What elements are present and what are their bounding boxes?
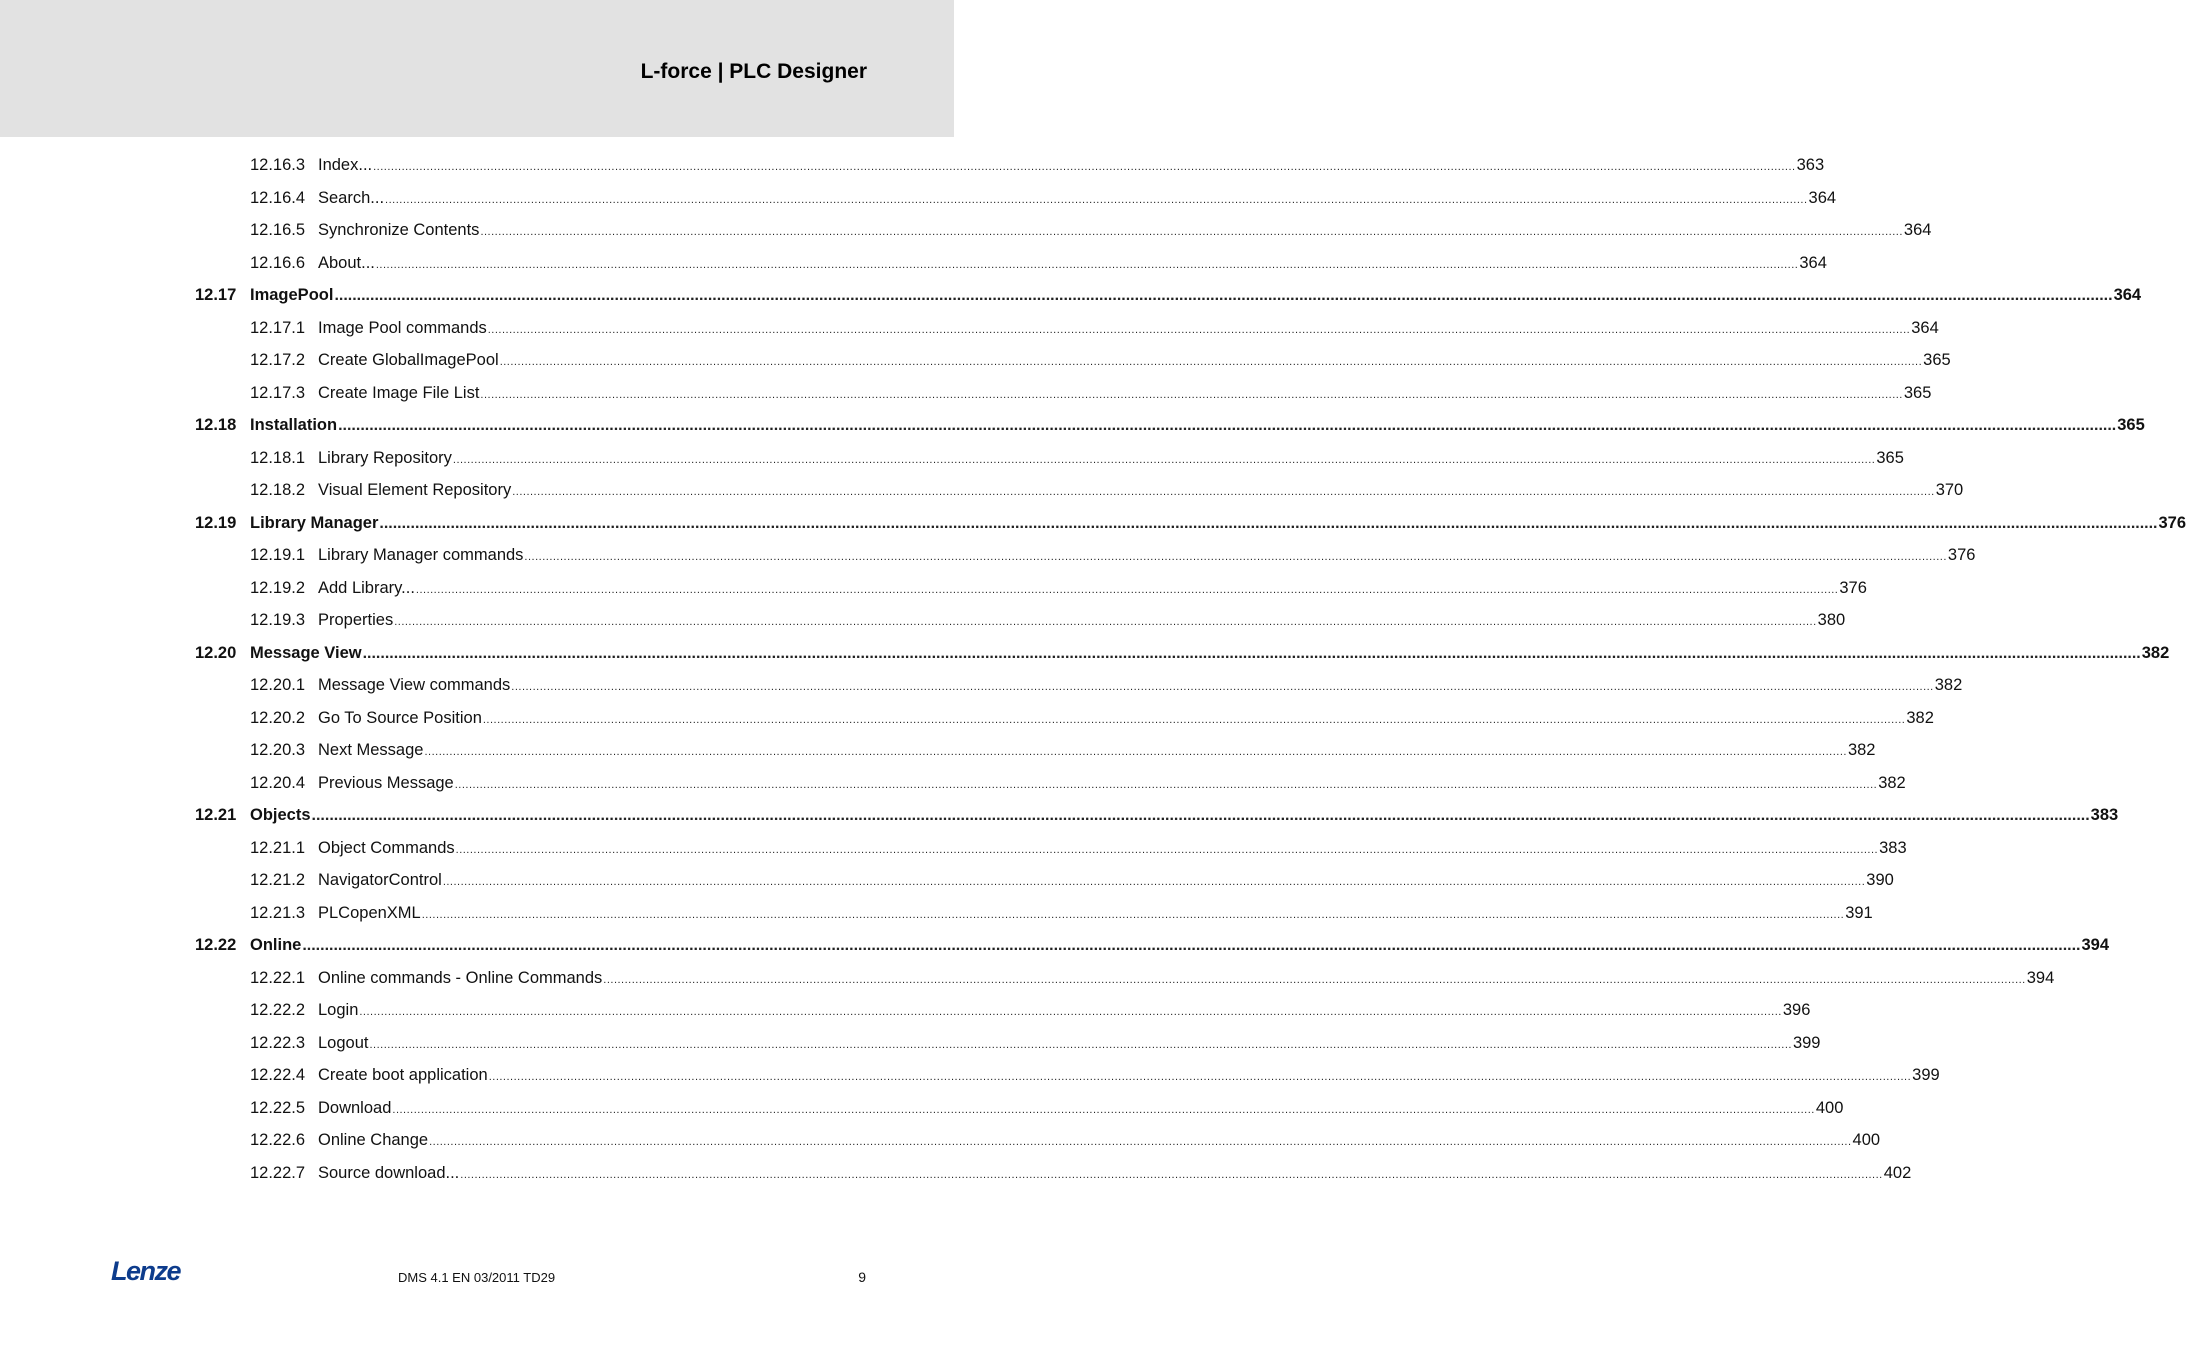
- toc-entry-title: ImagePool: [250, 286, 334, 304]
- toc-entry-title: Login: [318, 1001, 359, 1019]
- toc-entry-title: Online commands - Online Commands: [318, 968, 603, 987]
- toc-dot-leader: ................................................................................................................................................................................................................................................................................................................................................................................................................: [394, 616, 1817, 628]
- toc-entry-title: About...: [318, 253, 375, 272]
- toc-entry-line: [318, 1028, 1821, 1060]
- toc-section-entry[interactable]: [0, 508, 2186, 538]
- toc-subsection-entry[interactable]: [0, 963, 2055, 993]
- toc-entry-title: Create boot application: [318, 1066, 488, 1084]
- toc-entry-title: PLCopenXML: [318, 903, 421, 922]
- page-number: 9: [858, 1269, 866, 1285]
- toc-subsection-entry[interactable]: [0, 735, 1876, 765]
- toc-entry-number: 12.20.2: [250, 708, 306, 727]
- toc-entry-line: [318, 540, 1976, 572]
- toc-section-entry[interactable]: [0, 280, 2142, 310]
- lenze-logo: [111, 1258, 191, 1289]
- toc-entry-number: 12.17.2: [250, 351, 306, 369]
- toc-entry-title: Message View: [250, 643, 362, 662]
- toc-dot-leader: ................................................................................................................................................................................................................................................................................................................................................................................................................: [311, 807, 2090, 824]
- toc-section-entry[interactable]: [0, 638, 2170, 668]
- toc-entry-page: 370: [1935, 481, 1964, 499]
- toc-subsection-entry[interactable]: [0, 898, 1873, 928]
- toc-entry-line: [318, 1093, 1844, 1125]
- toc-entry-line: [250, 930, 2109, 961]
- toc-entry-line: [318, 248, 1827, 280]
- toc-dot-leader: ................................................................................................................................................................................................................................................................................................................................................................................................................: [302, 937, 2081, 954]
- toc-subsection-entry[interactable]: [0, 1028, 1821, 1058]
- toc-entry-number: 12.20.3: [250, 741, 306, 759]
- toc-entry-number: 12.17: [195, 286, 237, 304]
- toc-dot-leader: ................................................................................................................................................................................................................................................................................................................................................................................................................: [362, 644, 2141, 662]
- toc-entry-page: 400: [1815, 1098, 1844, 1117]
- toc-dot-leader: ................................................................................................................................................................................................................................................................................................................................................................................................................: [375, 258, 1799, 271]
- toc-entry-title: Previous Message: [318, 773, 454, 792]
- toc-entry-page: 383: [1879, 838, 1907, 857]
- toc-entry-page: 363: [1796, 156, 1825, 174]
- toc-entry-line: [318, 963, 2055, 995]
- toc-entry-number: 12.22: [195, 936, 237, 954]
- toc-dot-leader: ................................................................................................................................................................................................................................................................................................................................................................................................................: [512, 486, 1935, 498]
- toc-entry-number: 12.19.1: [250, 546, 306, 564]
- toc-entry-title: Online Change: [318, 1131, 429, 1149]
- toc-dot-leader: ................................................................................................................................................................................................................................................................................................................................................................................................................: [452, 453, 1876, 466]
- toc-entry-title: Image Pool commands: [318, 318, 487, 337]
- toc-entry-line: [318, 1125, 1881, 1157]
- toc-entry-number: 12.19: [195, 513, 237, 532]
- toc-entry-number: 12.19.3: [250, 611, 306, 629]
- toc-entry-title: NavigatorControl: [318, 871, 442, 889]
- toc-subsection-entry[interactable]: [0, 865, 1894, 895]
- toc-entry-line: [318, 670, 1963, 702]
- toc-entry-page: 365: [2117, 416, 2145, 434]
- toc-entry-line: [318, 735, 1876, 767]
- toc-subsection-entry[interactable]: [0, 1093, 1844, 1123]
- toc-subsection-entry[interactable]: [0, 248, 1827, 278]
- toc-dot-leader: ................................................................................................................................................................................................................................................................................................................................................................................................................: [379, 514, 2158, 532]
- toc-entry-number: 12.18: [195, 416, 237, 434]
- toc-dot-leader: ................................................................................................................................................................................................................................................................................................................................................................................................................: [421, 908, 1845, 921]
- toc-dot-leader: ................................................................................................................................................................................................................................................................................................................................................................................................................: [424, 746, 1847, 758]
- toc-entry-title: Index...: [318, 156, 373, 174]
- toc-entry-title: Objects: [250, 806, 311, 824]
- toc-entry-title: Library Manager: [250, 513, 379, 532]
- lenze-logo-mark: [111, 1258, 191, 1284]
- toc-entry-line: [318, 605, 1846, 637]
- toc-dot-leader: ................................................................................................................................................................................................................................................................................................................................................................................................................: [429, 1136, 1852, 1148]
- toc-entry-page: 382: [1878, 773, 1906, 792]
- toc-entry-page: 382: [1934, 676, 1963, 694]
- toc-dot-leader: ................................................................................................................................................................................................................................................................................................................................................................................................................: [373, 161, 1796, 173]
- toc-entry-number: 12.17.1: [250, 318, 306, 337]
- toc-entry-title: Logout: [318, 1033, 369, 1052]
- toc-entry-title: Properties: [318, 611, 394, 629]
- toc-section-entry[interactable]: [0, 410, 2145, 440]
- toc-entry-line: [318, 898, 1873, 930]
- toc-entry-page: 383: [2090, 806, 2119, 824]
- toc-subsection-entry[interactable]: [0, 605, 1846, 635]
- toc-entry-number: 12.18.1: [250, 448, 306, 467]
- toc-dot-leader: ................................................................................................................................................................................................................................................................................................................................................................................................................: [359, 1006, 1782, 1018]
- toc-entry-page: 399: [1912, 1066, 1940, 1084]
- toc-subsection-entry[interactable]: [0, 703, 1934, 733]
- toc-subsection-entry[interactable]: [0, 833, 1907, 863]
- toc-entry-page: 382: [1847, 741, 1876, 759]
- toc-entry-number: 12.20.4: [250, 773, 306, 792]
- toc-entry-line: [318, 995, 1811, 1027]
- toc-subsection-entry[interactable]: [0, 670, 1963, 700]
- toc-entry-page: 391: [1845, 903, 1873, 922]
- toc-entry-number: 12.21.1: [250, 838, 306, 857]
- toc-section-entry[interactable]: [0, 800, 2119, 830]
- toc-dot-leader: ................................................................................................................................................................................................................................................................................................................................................................................................................: [454, 778, 1878, 791]
- toc-entry-number: 12.16.6: [250, 253, 306, 272]
- toc-dot-leader: ................................................................................................................................................................................................................................................................................................................................................................................................................: [369, 1038, 1792, 1051]
- toc-entry-line: [318, 150, 1825, 182]
- toc-entry-page: 364: [1799, 253, 1827, 272]
- toc-entry-number: 12.22.2: [250, 1001, 306, 1019]
- toc-entry-line: [318, 345, 1951, 377]
- toc-entry-title: Synchronize Contents: [318, 221, 480, 239]
- toc-subsection-entry[interactable]: [0, 1060, 1940, 1090]
- toc-entry-page: 364: [1808, 188, 1837, 207]
- document-id: DMS 4.1 EN 03/2011 TD29: [398, 1270, 556, 1285]
- toc-entry-title: Create Image File List: [318, 383, 480, 402]
- toc-entry-title: Go To Source Position: [318, 708, 482, 727]
- toc-entry-number: 12.22.1: [250, 968, 306, 987]
- toc-entry-title: Source download...: [318, 1163, 460, 1182]
- toc-entry-title: Online: [250, 936, 302, 954]
- toc-entry-line: [318, 1158, 1912, 1190]
- toc-dot-leader: ................................................................................................................................................................................................................................................................................................................................................................................................................: [511, 681, 1934, 693]
- toc-entry-page: 399: [1792, 1033, 1821, 1052]
- toc-entry-number: 12.21.3: [250, 903, 306, 922]
- toc-dot-leader: ................................................................................................................................................................................................................................................................................................................................................................................................................: [455, 843, 1879, 856]
- toc-dot-leader: ................................................................................................................................................................................................................................................................................................................................................................................................................: [480, 226, 1903, 238]
- toc-entry-line: [318, 183, 1837, 215]
- toc-dot-leader: ................................................................................................................................................................................................................................................................................................................................................................................................................: [442, 876, 1866, 888]
- toc-entry-line: [318, 443, 1904, 475]
- toc-dot-leader: ................................................................................................................................................................................................................................................................................................................................................................................................................: [460, 1168, 1883, 1181]
- toc-entry-title: Object Commands: [318, 838, 455, 857]
- toc-entry-line: [250, 280, 2142, 311]
- toc-entry-line: [318, 833, 1907, 865]
- toc-entry-line: [318, 475, 1964, 507]
- toc-entry-page: 382: [2141, 643, 2170, 662]
- toc-section-entry[interactable]: [0, 930, 2109, 960]
- toc-subsection-entry[interactable]: [0, 1158, 1912, 1188]
- toc-entry-page: 365: [1923, 351, 1951, 369]
- toc-entry-number: 12.20: [195, 643, 237, 662]
- toc-entry-line: [318, 1060, 1940, 1092]
- toc-entry-line: [250, 638, 2170, 669]
- toc-entry-line: [250, 800, 2119, 831]
- toc-entry-page: 400: [1852, 1131, 1881, 1149]
- toc-entry-line: [318, 215, 1932, 247]
- toc-entry-line: [318, 768, 1906, 800]
- toc-entry-title: Library Manager commands: [318, 546, 524, 564]
- toc-entry-title: Message View commands: [318, 676, 511, 694]
- toc-entry-line: [318, 865, 1894, 897]
- toc-entry-page: 364: [1911, 318, 1939, 337]
- toc-entry-title: Library Repository: [318, 448, 452, 467]
- toc-entry-number: 12.16.4: [250, 188, 306, 207]
- toc-entry-number: 12.16.3: [250, 156, 306, 174]
- toc-entry-number: 12.22.6: [250, 1131, 306, 1149]
- toc-entry-title: Search...: [318, 188, 385, 207]
- toc-entry-title: Visual Element Repository: [318, 481, 512, 499]
- toc-entry-page: 394: [2081, 936, 2109, 954]
- toc-subsection-entry[interactable]: [0, 475, 1964, 505]
- toc-dot-leader: ................................................................................................................................................................................................................................................................................................................................................................................................................: [482, 713, 1906, 726]
- toc-entry-page: 376: [1947, 546, 1976, 564]
- toc-entry-number: 12.21: [195, 806, 237, 824]
- toc-entry-page: 376: [1839, 578, 1867, 597]
- toc-entry-number: 12.22.4: [250, 1066, 306, 1084]
- toc-entry-number: 12.19.2: [250, 578, 306, 597]
- toc-subsection-entry[interactable]: [0, 183, 1837, 213]
- toc-entry-page: 364: [2113, 286, 2142, 304]
- toc-entry-number: 12.22.7: [250, 1163, 306, 1182]
- toc-entry-page: 365: [1876, 448, 1904, 467]
- toc-subsection-entry[interactable]: [0, 768, 1906, 798]
- header-title: L-force | PLC Designer: [640, 60, 867, 83]
- toc-entry-number: 12.22.3: [250, 1033, 306, 1052]
- toc-dot-leader: ................................................................................................................................................................................................................................................................................................................................................................................................................: [603, 973, 2026, 986]
- toc-entry-line: [318, 703, 1934, 735]
- toc-entry-number: 12.20.1: [250, 676, 306, 694]
- toc-dot-leader: ................................................................................................................................................................................................................................................................................................................................................................................................................: [488, 1071, 1912, 1083]
- toc-entry-line: [250, 508, 2186, 539]
- toc-dot-leader: ................................................................................................................................................................................................................................................................................................................................................................................................................: [487, 323, 1911, 336]
- toc-entry-page: 382: [1906, 708, 1934, 727]
- toc-entry-page: 364: [1903, 221, 1932, 239]
- toc-dot-leader: ................................................................................................................................................................................................................................................................................................................................................................................................................: [499, 356, 1923, 368]
- toc-entry-line: [250, 410, 2145, 441]
- toc-subsection-entry[interactable]: [0, 1125, 1881, 1155]
- toc-subsection-entry[interactable]: [0, 215, 1932, 245]
- toc-entry-page: 380: [1817, 611, 1846, 629]
- svg-text:Lenze: Lenze: [111, 1256, 181, 1286]
- toc-entry-number: 12.17.3: [250, 383, 306, 402]
- toc-entry-page: 402: [1883, 1163, 1912, 1182]
- toc-subsection-entry[interactable]: [0, 540, 1976, 570]
- toc-entry-page: 396: [1782, 1001, 1811, 1019]
- toc-entry-number: 12.21.2: [250, 871, 306, 889]
- toc-entry-line: [318, 573, 1867, 605]
- toc-entry-line: [318, 378, 1932, 410]
- toc-entry-number: 12.22.5: [250, 1098, 306, 1117]
- toc-entry-title: Download: [318, 1098, 392, 1117]
- toc-dot-leader: ................................................................................................................................................................................................................................................................................................................................................................................................................: [385, 193, 1808, 206]
- toc-entry-title: Installation: [250, 416, 338, 434]
- page-header: [0, 0, 954, 137]
- toc-dot-leader: ................................................................................................................................................................................................................................................................................................................................................................................................................: [415, 583, 1839, 596]
- toc-dot-leader: ................................................................................................................................................................................................................................................................................................................................................................................................................: [334, 287, 2113, 304]
- toc-entry-title: Add Library...: [318, 578, 415, 597]
- toc-subsection-entry[interactable]: [0, 378, 1932, 408]
- toc-dot-leader: ................................................................................................................................................................................................................................................................................................................................................................................................................: [480, 388, 1903, 401]
- toc-subsection-entry[interactable]: [0, 313, 1939, 343]
- toc-dot-leader: ................................................................................................................................................................................................................................................................................................................................................................................................................: [392, 1103, 1815, 1116]
- toc-dot-leader: ................................................................................................................................................................................................................................................................................................................................................................................................................: [338, 417, 2117, 434]
- toc-entry-title: Create GlobalImagePool: [318, 351, 499, 369]
- toc-entry-page: 376: [2158, 513, 2186, 532]
- toc-dot-leader: ................................................................................................................................................................................................................................................................................................................................................................................................................: [524, 551, 1947, 563]
- toc-entry-page: 394: [2026, 968, 2055, 987]
- toc-subsection-entry[interactable]: [0, 573, 1867, 603]
- toc-subsection-entry[interactable]: [0, 345, 1951, 375]
- toc-subsection-entry[interactable]: [0, 443, 1904, 473]
- toc-entry-line: [318, 313, 1939, 345]
- toc-subsection-entry[interactable]: [0, 995, 1811, 1025]
- toc-entry-number: 12.18.2: [250, 481, 306, 499]
- toc-subsection-entry[interactable]: [0, 150, 1825, 180]
- toc-entry-page: 365: [1903, 383, 1932, 402]
- toc-entry-number: 12.16.5: [250, 221, 306, 239]
- toc-entry-page: 390: [1866, 871, 1894, 889]
- toc-entry-title: Next Message: [318, 741, 424, 759]
